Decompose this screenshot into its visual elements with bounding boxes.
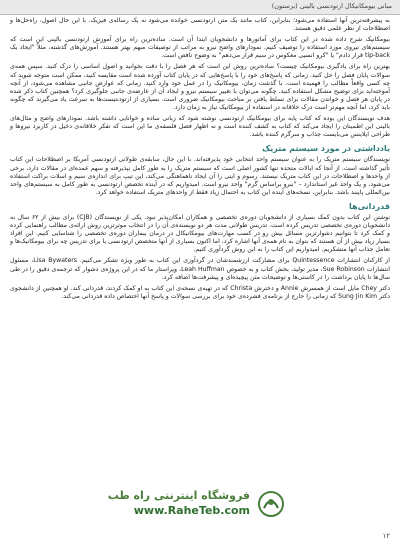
rahteb-logo-icon xyxy=(256,490,286,518)
paragraph: از کارکنان انتشارات Quintessence برای مشارکت ارزشمندشان در گردآوری این کتاب به طور ویژه تشکر می‌کنیم. Lisa Bywaters، مسئول انتشارات Sue Robinson، مدیر تولید، بخش کتاب و به خصوص Leah Huffman، ویراستار ما که در این پروژه‌ی دشوار که ترجمه‌ی دقیق را در طی سال‌ها تا پایان برداشت را در کاستی‌ها و توضیحات متن پیچیده‌ای و پیشرفت‌ها اضافه کرد. xyxy=(10,257,391,281)
page-number: ۱۲ xyxy=(382,532,390,540)
store-watermark xyxy=(100,487,288,521)
paragraph: دکتر Chey مایل است از همسرش Annie و دخترش Christa که در تهیه‌ی نسخه‌ی این کتاب به او کمک کردند، قدردانی کند. او همچنین از دانشجوی دکتر Sung Jin Kim که زمانی را خارج از برنامه‌ی فشرده‌ی خود برای بررسی سوالات و پاسخ آنها اختصاص داده قدردانی می‌کند. xyxy=(10,284,390,300)
paragraph: به پیشرفته‌ترین آنها استفاده می‌شود؛ بنابراین، کتاب مانند یک متن ارتودنسی خوانده می‌شود نه یک رساله‌ی فیزیک. با این حال اصول، راه‌حل‌ها و اصطلاحات از نظر علمی دقیق هستند. xyxy=(10,17,390,33)
section-title-acknowledgments: قدردانی‌ها xyxy=(349,201,390,211)
paragraph: نویسندگان سیستم متریک را به عنوان سیستم واحد انتخابی خود پذیرفته‌اند. با این حال، سابقه‌ی طولانی ارتودنسی آمریکا بر اصطلاحات این کتاب تأثیر گذاشته است. از آنجا که ایالات متحده تنها کشور اصلی است که سیستم متریک را به طور کامل نپذیرفته و سهم عمده‌ای در مقالات دارد، برخی از واحدها و اصطلاحات در این کتاب متریک نیستند. رسوم و اینی را آن ایجاد ناهماهنگی می‌کند، این تیپ برای اندازه‌ی سیم و اسلات براکت استفاده می‌شود، و یک واحد غیر استاندارد – "نیرو براساس گرم" واحد نیرو است. امیدواریم که در آینده تخصص ارتودنسی به طور کامل به سیستم‌های واحد بین‌المللی پایبند باشد. بنابراین، نسخه‌های آینده این کتاب به احتمال زیاد فقط از واحدهای متریک استفاده خواهد کرد. xyxy=(10,156,390,196)
store-url: www.RaheTeb.com xyxy=(133,504,250,517)
page-body xyxy=(10,17,390,304)
paragraph: بهترین راه برای یادگیری بیومکانیک چیست؟ ساده‌ترین روش این است که هر فصل را با دقت بخوانید و اصول اساسی را درک کنید. سپس همه‌ی سوالات پایان فصل را حل کنید. زمانی که پاسخ‌های خود را با پاسخ‌هایی که در پایان کتاب آورده شده است مقایسه کنید، ممکن است متوجه شوید که چه کسی واقعاً مطالب را فهمیده است. با گذشت زمان، بیومکانیک را در عمل خود وارد کنید. زمانی که عوارض جانبی مشاهده می‌شود، از آنچه آموخته‌اید برای توضیح مشکل استفاده کنید. چگونه می‌توان با تغییر سیستم نیرو و ایجاد آن از عارضه‌ی جانبی جلوگیری کرد؟ همچنین کتاب ذکر شده در پایان هر فصل و خواندن مقالات برای تسلط یافتن بر مباحث بیومکانیک ضروری است. بسیاری از ارتودنتیست‌ها به سرعت یاد می‌گیرند که چگونه باید کرد، اما آنچه مهم‌تر است درک خلاقانه در استفاده از بیومکانیک نیاز به زمان دارد. xyxy=(10,63,390,111)
section-title-metric: یادداشتی در مورد سیستم متریک xyxy=(262,144,390,154)
paragraph: بیومکانیک شرح داده شده در این کتاب برای آماتورها و دانشجویان ابتدا آن است. ساده‌ترین راه برای آموزش ارتودنسی بالینی این است که سیستم‌های نیروی مورد استفاده را توصیف کنیم. نمودارهای واضح نیرو به مراتب از توصیفات مبهم بهتر هستند. آموزش‌های گذشته، مثلاً "ایجاد یک tip-back قرار دادم" یا "کرو انسیی معکوس در سیم قرار می‌دهم" به وضوح ناقص است. xyxy=(10,36,390,60)
running-head: مبانی بیومکانیکال ارتودنسی بالینی (برستون) xyxy=(271,2,392,10)
paragraph: هدف نویسندگان این بوده که کتاب پایه برای بیومکانیک ارتودنسی نوشته شود که زبانی ساده و خوانایی داشته باشد. نمودارهای واضح و مثال‌های بالینی این اطمینان را ایجاد می‌کند که کتاب به کشف کننده است و نه اظهار فضل فلسفه‌ی ما این است که تفکر خلاقانه‌ی دخیل در کاربرد نیروها و طراحی اپلاینس می‌بایست جذاب و سرگرم کننده باشد. xyxy=(10,115,390,139)
page-header-bar xyxy=(0,0,400,15)
paragraph: نوشتن این کتاب بدون کمک بسیاری از دانشجویان دوره‌ی تخصصی و همکاران امکان‌پذیر نبود. یکی از نویسندگان (CJB) برای بیش از ۶۲ سال به دانشجویان دوره‌ی تخصصی تدریس کرده است. تدریس طولانی مدت هر دو نویسنده‌ی آن را در انتخاب موثرترین روش ارائه‌ی مطالب راهنمایی کرده و کمک کرد تا بتوانیم دشوارترین مسائل بیش رو در کسب مهارت‌های بیومکانیکال در درمان بیماران دوره‌ی تخصصی را شناسایی کنیم. این افراد بسیار زیاد بیش از آن هستند که بتوان به نام همه‌ی آنها اشاره کرد، اما اکنون بسیاری از آنها متخصص ارتودنسی یا برای تدریس چه برای بیومکانیک‌ها و تعامل جذاب آنها متشکریم. امیدواریم این کتاب را به این روش گردآوری کنیم. xyxy=(10,213,390,254)
store-name: فروشگاه اینترنتی راه طب xyxy=(107,489,250,502)
